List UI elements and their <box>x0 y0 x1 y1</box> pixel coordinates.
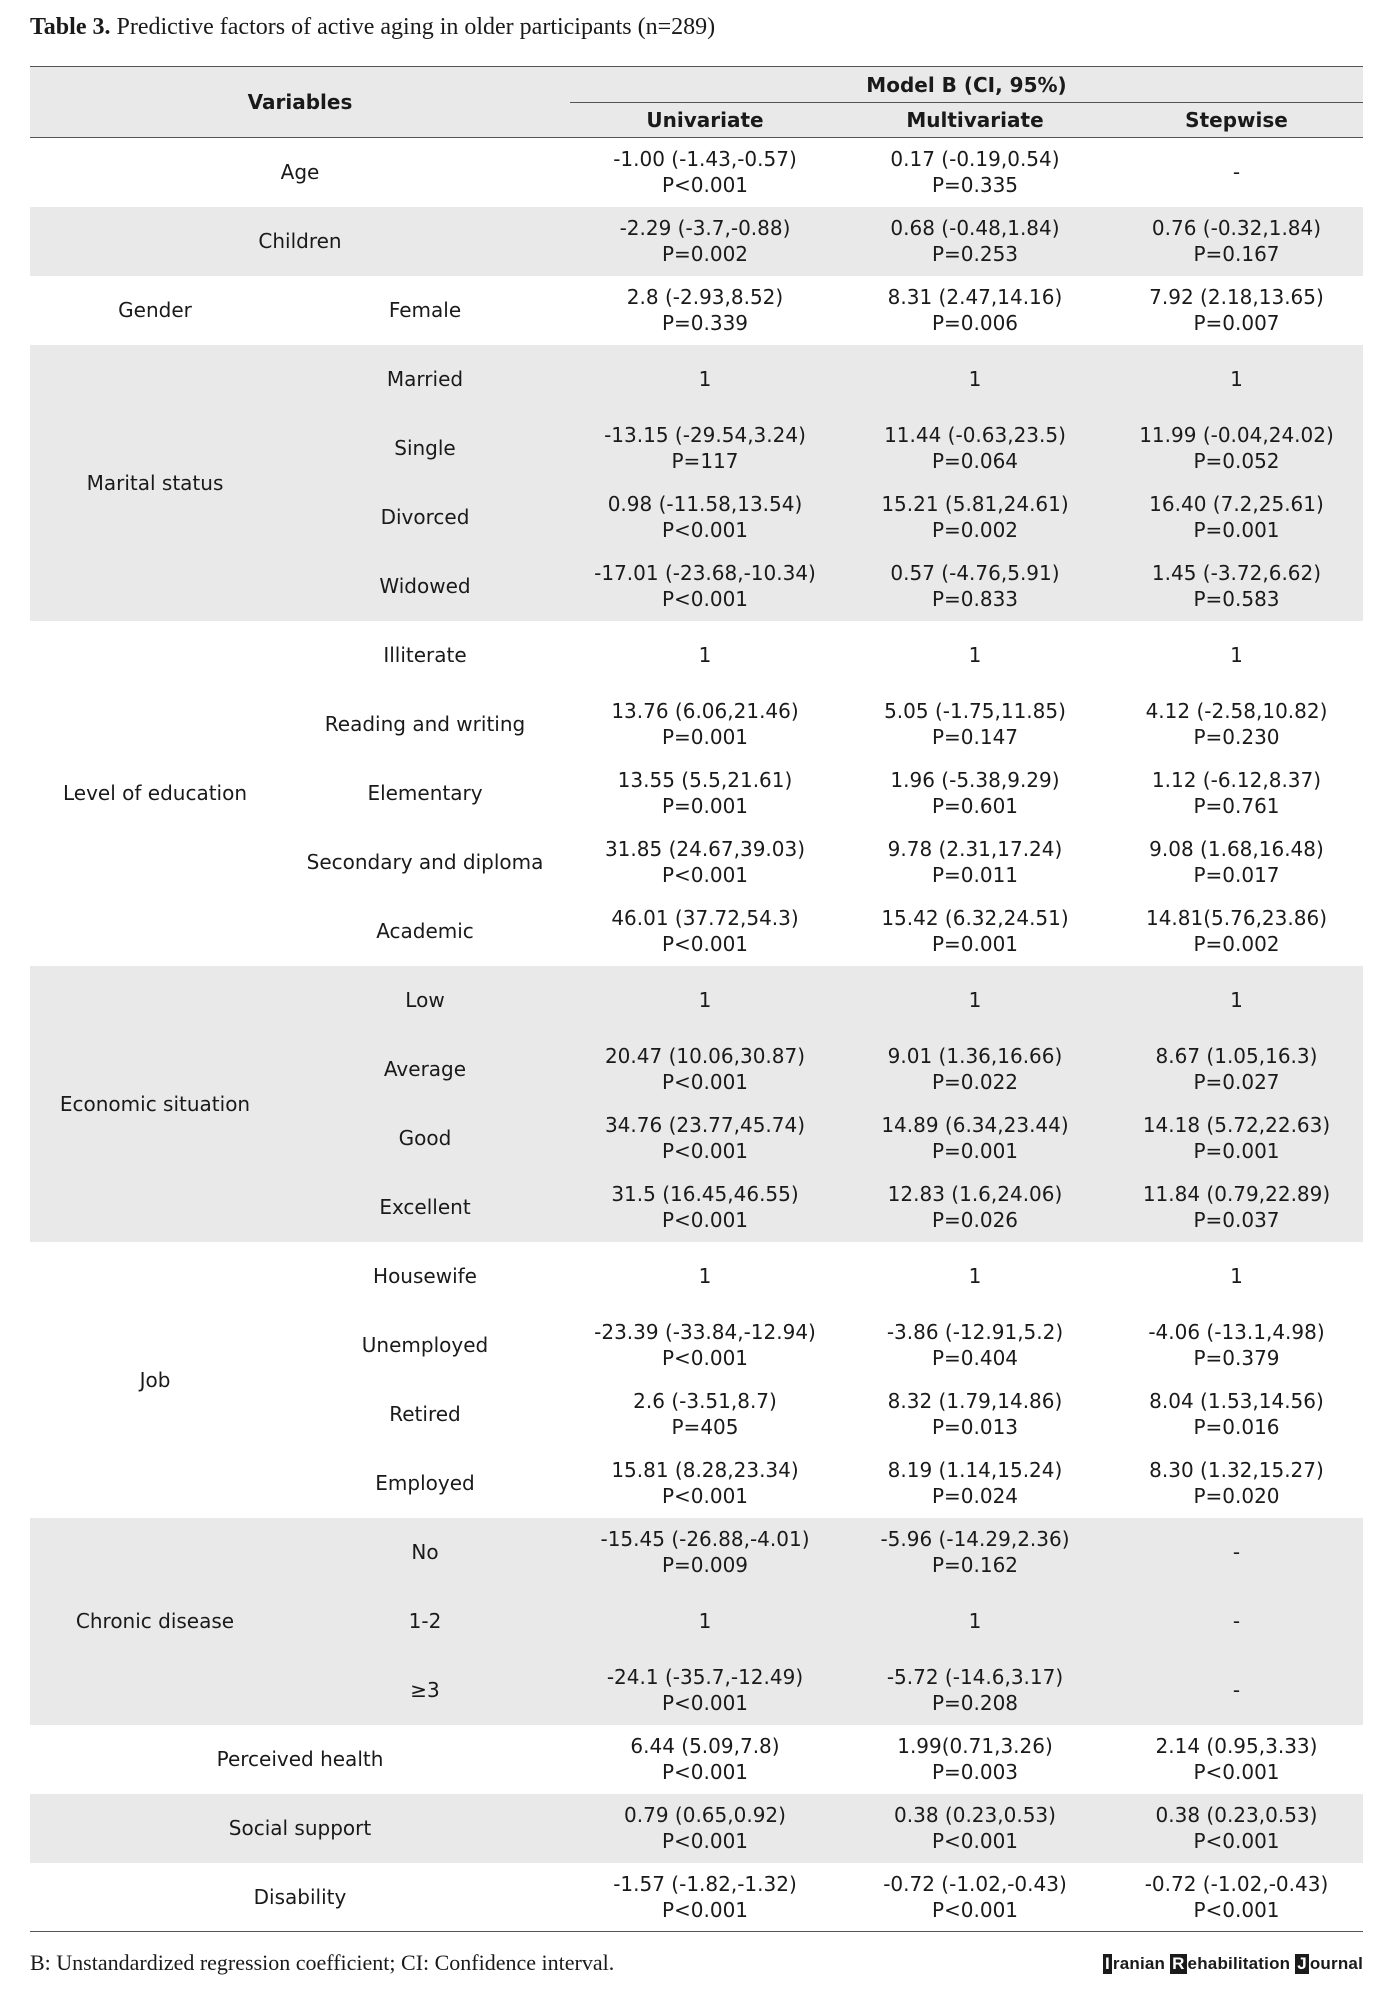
journal-cap-j: J <box>1297 1954 1307 1973</box>
multivariate-cell-value: 0.57 (-4.76,5.91) <box>890 561 1060 585</box>
variable-category: Secondary and diploma <box>306 850 544 874</box>
multivariate-cell-p-value: P=0.013 <box>931 1415 1019 1439</box>
stepwise-cell <box>1110 207 1363 276</box>
stepwise-cell-value: -4.06 (-13.1,4.98) <box>1148 1320 1325 1344</box>
univariate-cell-value: -1.00 (-1.43,-0.57) <box>613 147 797 172</box>
stepwise-cell-p-value: P=0.583 <box>1193 587 1280 611</box>
stepwise-cell-p-value: P=0.001 <box>1193 1139 1280 1163</box>
multivariate-cell <box>840 1863 1110 1932</box>
univariate-cell-value: 0.79 (0.65,0.92) <box>624 1803 786 1827</box>
stepwise-cell <box>1110 1587 1363 1656</box>
univariate-cell-value: -24.1 (-35.7,-12.49) <box>606 1665 804 1689</box>
multivariate-cell <box>840 828 1110 897</box>
univariate-cell <box>570 1518 840 1587</box>
stepwise-cell-p-value: P=0.002 <box>1193 932 1280 956</box>
multivariate-cell-p-value: P=0.006 <box>931 311 1019 335</box>
multivariate-cell <box>840 1311 1110 1380</box>
variable-name: Job <box>139 1367 171 1392</box>
multivariate-cell <box>840 1035 1110 1104</box>
univariate-cell <box>570 897 840 966</box>
stepwise-cell-value: 1 <box>1230 643 1243 667</box>
stepwise-cell-value: 11.99 (-0.04,24.02) <box>1139 423 1334 447</box>
multivariate-cell-p-value: P=0.002 <box>931 518 1019 542</box>
variable-category: Female <box>388 298 462 322</box>
stepwise-cell-value: - <box>1232 1678 1241 1702</box>
stepwise-cell-p-value: P=0.379 <box>1193 1346 1280 1370</box>
stepwise-cell-value: - <box>1232 1540 1241 1564</box>
multivariate-cell <box>840 1656 1110 1725</box>
variable-name: Level of education <box>62 781 248 805</box>
stepwise-cell-value: 1.12 (-6.12,8.37) <box>1151 768 1322 792</box>
univariate-cell <box>570 1380 840 1449</box>
multivariate-cell-value: -5.96 (-14.29,2.36) <box>880 1527 1070 1551</box>
univariate-cell <box>570 828 840 897</box>
stepwise-cell-value: 1 <box>1230 367 1243 391</box>
multivariate-cell-value: 12.83 (1.6,24.06) <box>887 1182 1063 1206</box>
stepwise-cell-value: - <box>1232 160 1241 185</box>
multivariate-cell-p-value: P=0.001 <box>931 1139 1019 1163</box>
multivariate-cell <box>840 1725 1110 1794</box>
stepwise-cell-value: 9.08 (1.68,16.48) <box>1149 837 1324 861</box>
univariate-cell-value: 31.5 (16.45,46.55) <box>611 1182 799 1206</box>
variable-category: Retired <box>389 1402 461 1426</box>
stepwise-cell <box>1110 1449 1363 1518</box>
univariate-cell <box>570 1173 840 1242</box>
univariate-cell-p-value: P<0.001 <box>661 863 749 887</box>
stepwise-cell-p-value: P=0.016 <box>1193 1415 1280 1439</box>
multivariate-cell <box>840 1587 1110 1656</box>
variable-name: Chronic disease <box>30 1518 280 1725</box>
results-table <box>30 66 1363 1932</box>
univariate-cell <box>570 138 840 207</box>
stepwise-cell <box>1110 1242 1363 1311</box>
variable-category: No <box>280 1518 570 1587</box>
multivariate-cell-p-value: P=0.024 <box>931 1484 1019 1508</box>
multivariate-cell-p-value: P=0.833 <box>931 587 1019 611</box>
multivariate-cell-p-value: P<0.001 <box>931 1897 1019 1922</box>
variable-name: Perceived health <box>216 1747 384 1771</box>
univariate-cell-p-value: P<0.001 <box>661 587 749 611</box>
multivariate-cell-value: 1.99(0.71,3.26) <box>897 1734 1053 1758</box>
stepwise-cell-value: 8.67 (1.05,16.3) <box>1155 1044 1318 1068</box>
univariate-cell <box>570 1035 840 1104</box>
stepwise-cell-p-value: P=0.007 <box>1193 311 1280 335</box>
multivariate-cell-value: 1 <box>968 367 982 391</box>
journal-word-1: ranian <box>1112 1954 1171 1973</box>
stepwise-cell <box>1110 414 1363 483</box>
journal-cap-i: I <box>1104 1954 1110 1973</box>
variable-name: Marital status <box>30 345 280 621</box>
univariate-cell-p-value: P=0.009 <box>661 1553 749 1577</box>
multivariate-cell-p-value: P=0.003 <box>931 1760 1019 1784</box>
stepwise-cell-value: 8.04 (1.53,14.56) <box>1149 1389 1324 1413</box>
stepwise-cell <box>1110 1863 1363 1932</box>
table-row <box>30 621 1363 690</box>
multivariate-cell-value: 15.21 (5.81,24.61) <box>881 492 1069 516</box>
table-row <box>30 138 1363 207</box>
table-row <box>30 276 1363 345</box>
multivariate-cell-value: 8.32 (1.79,14.86) <box>887 1389 1063 1413</box>
multivariate-cell <box>840 1173 1110 1242</box>
stepwise-cell-p-value: P=0.761 <box>1193 794 1280 818</box>
univariate-cell-value: 1 <box>698 1264 712 1288</box>
stepwise-cell-value: 1 <box>1230 1264 1243 1288</box>
multivariate-cell-p-value: P<0.001 <box>931 1829 1019 1853</box>
univariate-cell-p-value: P<0.001 <box>661 932 749 956</box>
variable-category: Reading and writing <box>324 712 526 736</box>
multivariate-cell-p-value: P=0.162 <box>931 1553 1019 1577</box>
univariate-cell-p-value: P=0.001 <box>661 725 749 749</box>
multivariate-cell <box>840 552 1110 621</box>
header-stepwise: Stepwise <box>1110 103 1363 138</box>
univariate-cell-p-value: P=0.001 <box>661 794 749 818</box>
univariate-cell-p-value: P<0.001 <box>661 1070 749 1094</box>
stepwise-cell <box>1110 690 1363 759</box>
stepwise-cell <box>1110 1035 1363 1104</box>
variable-category: Widowed <box>280 552 570 621</box>
multivariate-cell <box>840 690 1110 759</box>
univariate-cell <box>570 1311 840 1380</box>
stepwise-cell <box>1110 1725 1363 1794</box>
stepwise-cell <box>1110 138 1363 207</box>
univariate-cell-p-value: P<0.001 <box>661 1139 749 1163</box>
multivariate-cell-p-value: P=0.064 <box>931 449 1019 473</box>
multivariate-cell <box>840 1794 1110 1863</box>
univariate-cell <box>570 552 840 621</box>
stepwise-cell-p-value: P<0.001 <box>1193 1897 1280 1922</box>
stepwise-cell-value: -0.72 (-1.02,-0.43) <box>1144 1871 1329 1896</box>
stepwise-cell-p-value: P=0.020 <box>1193 1484 1280 1508</box>
univariate-cell-p-value: P<0.001 <box>661 1829 749 1853</box>
multivariate-cell <box>840 1104 1110 1173</box>
header-multivariate: Multivariate <box>840 103 1110 138</box>
stepwise-cell-value: 4.12 (-2.58,10.82) <box>1145 699 1328 723</box>
multivariate-cell-value: 9.01 (1.36,16.66) <box>887 1044 1063 1068</box>
journal-word-3: ournal <box>1309 1954 1363 1973</box>
univariate-cell-value: -2.29 (-3.7,-0.88) <box>619 216 791 240</box>
multivariate-cell-value: 8.19 (1.14,15.24) <box>887 1458 1063 1482</box>
univariate-cell-value: 13.76 (6.06,21.46) <box>611 699 799 723</box>
multivariate-cell <box>840 621 1110 690</box>
univariate-cell <box>570 207 840 276</box>
table-row <box>30 1242 1363 1311</box>
multivariate-cell-value: 0.17 (-0.19,0.54) <box>890 147 1060 172</box>
stepwise-cell-value: 11.84 (0.79,22.89) <box>1142 1182 1331 1206</box>
stepwise-cell-p-value: P=0.017 <box>1193 863 1280 887</box>
stepwise-cell-p-value: P<0.001 <box>1193 1760 1280 1784</box>
multivariate-cell-p-value: P=0.404 <box>931 1346 1019 1370</box>
stepwise-cell <box>1110 897 1363 966</box>
univariate-cell-p-value: P=0.339 <box>661 311 749 335</box>
journal-cap-r: R <box>1172 1954 1185 1973</box>
univariate-cell-value: 0.98 (-11.58,13.54) <box>607 492 803 516</box>
stepwise-cell-p-value: P=0.230 <box>1193 725 1280 749</box>
caption-label: Table 3. <box>30 14 111 40</box>
multivariate-cell <box>840 1449 1110 1518</box>
univariate-cell-p-value: P=405 <box>671 1415 739 1439</box>
multivariate-cell-value: -3.86 (-12.91,5.2) <box>886 1320 1064 1344</box>
multivariate-cell-p-value: P=0.253 <box>931 242 1019 266</box>
stepwise-cell-value: 16.40 (7.2,25.61) <box>1149 492 1324 516</box>
variable-name: Age <box>280 160 320 185</box>
stepwise-cell-value: 14.81(5.76,23.86) <box>1145 906 1327 930</box>
multivariate-cell-value: -5.72 (-14.6,3.17) <box>886 1665 1064 1689</box>
multivariate-cell <box>840 207 1110 276</box>
stepwise-cell-value: 1.45 (-3.72,6.62) <box>1151 561 1322 585</box>
stepwise-cell-value: 0.38 (0.23,0.53) <box>1155 1803 1318 1827</box>
stepwise-cell <box>1110 1794 1363 1863</box>
multivariate-cell-p-value: P=0.022 <box>931 1070 1019 1094</box>
stepwise-cell <box>1110 1311 1363 1380</box>
variable-category: Single <box>280 414 570 483</box>
univariate-cell <box>570 414 840 483</box>
multivariate-cell-p-value: P=0.147 <box>931 725 1019 749</box>
univariate-cell-value: -15.45 (-26.88,-4.01) <box>600 1527 810 1551</box>
stepwise-cell <box>1110 276 1363 345</box>
univariate-cell-value: 20.47 (10.06,30.87) <box>604 1044 806 1068</box>
univariate-cell-value: 31.85 (24.67,39.03) <box>604 837 806 861</box>
multivariate-cell-value: 1.96 (-5.38,9.29) <box>890 768 1060 792</box>
variable-category: 1-2 <box>280 1587 570 1656</box>
variable-category: Illiterate <box>383 643 467 667</box>
table-row <box>30 1863 1363 1932</box>
stepwise-cell-value: 7.92 (2.18,13.65) <box>1149 285 1324 309</box>
table-row <box>30 1518 1363 1587</box>
variable-name: Social support <box>30 1794 570 1863</box>
stepwise-cell-p-value: P=0.037 <box>1193 1208 1280 1232</box>
journal-word-2: ehabilitation <box>1187 1954 1296 1973</box>
univariate-cell-p-value: P<0.001 <box>661 1346 749 1370</box>
stepwise-cell-p-value: P=0.052 <box>1193 449 1280 473</box>
univariate-cell-value: 46.01 (37.72,54.3) <box>611 906 799 930</box>
variable-name: Children <box>30 207 570 276</box>
multivariate-cell <box>840 1380 1110 1449</box>
variable-category: ≥3 <box>280 1656 570 1725</box>
header-variables: Variables <box>30 67 570 138</box>
table-body <box>30 138 1363 1932</box>
univariate-cell-value: 1 <box>698 988 712 1012</box>
stepwise-cell <box>1110 552 1363 621</box>
univariate-cell-p-value: P<0.001 <box>661 1484 749 1508</box>
stepwise-cell <box>1110 345 1363 414</box>
multivariate-cell <box>840 897 1110 966</box>
table-footnote: B: Unstandardized regression coefficient; CI: Confidence interval. <box>30 1950 615 1975</box>
multivariate-cell-value: 0.38 (0.23,0.53) <box>894 1803 1056 1827</box>
multivariate-cell <box>840 1518 1110 1587</box>
univariate-cell-p-value: P=0.002 <box>661 242 749 266</box>
univariate-cell-value: 2.8 (-2.93,8.52) <box>626 285 784 309</box>
univariate-cell-value: 6.44 (5.09,7.8) <box>630 1734 780 1758</box>
multivariate-cell-p-value: P=0.011 <box>931 863 1019 887</box>
univariate-cell-value: 1 <box>698 643 712 667</box>
univariate-cell <box>570 621 840 690</box>
univariate-cell-p-value: P<0.001 <box>661 1760 749 1784</box>
univariate-cell-value: 1 <box>698 367 712 391</box>
univariate-cell <box>570 1656 840 1725</box>
table-header <box>30 67 1363 138</box>
variable-category: Employed <box>375 1471 475 1495</box>
stepwise-cell <box>1110 759 1363 828</box>
univariate-cell <box>570 483 840 552</box>
univariate-cell-value: 13.55 (5.5,21.61) <box>617 768 793 792</box>
variable-category: Divorced <box>280 483 570 552</box>
multivariate-cell <box>840 483 1110 552</box>
variable-category: Academic <box>376 919 474 943</box>
table-row <box>30 207 1363 276</box>
variable-category: Excellent <box>280 1173 570 1242</box>
univariate-cell-p-value: P<0.001 <box>661 518 749 542</box>
stepwise-cell-value: 1 <box>1230 988 1243 1012</box>
variable-name: Economic situation <box>30 966 280 1242</box>
multivariate-cell <box>840 345 1110 414</box>
multivariate-cell-value: 9.78 (2.31,17.24) <box>887 837 1063 861</box>
header-univariate: Univariate <box>570 103 840 138</box>
variable-category: Average <box>280 1035 570 1104</box>
table-row <box>30 1794 1363 1863</box>
stepwise-cell <box>1110 1173 1363 1242</box>
stepwise-cell-p-value: P=0.167 <box>1193 242 1280 266</box>
variable-category: Elementary <box>367 781 483 805</box>
variable-category: Married <box>280 345 570 414</box>
multivariate-cell-p-value: P=0.208 <box>931 1691 1019 1715</box>
univariate-cell <box>570 1863 840 1932</box>
stepwise-cell-p-value: P=0.027 <box>1193 1070 1280 1094</box>
stepwise-cell <box>1110 1104 1363 1173</box>
stepwise-cell-value: 8.30 (1.32,15.27) <box>1149 1458 1324 1482</box>
univariate-cell-p-value: P<0.001 <box>661 173 749 198</box>
univariate-cell <box>570 276 840 345</box>
stepwise-cell <box>1110 828 1363 897</box>
univariate-cell <box>570 1725 840 1794</box>
multivariate-cell-p-value: P=0.601 <box>931 794 1019 818</box>
multivariate-cell-p-value: P=0.026 <box>931 1208 1019 1232</box>
stepwise-cell <box>1110 966 1363 1035</box>
caption-text: Predictive factors of active aging in older participants (n=289) <box>116 14 716 40</box>
stepwise-cell-value: 2.14 (0.95,3.33) <box>1155 1734 1318 1758</box>
stepwise-cell <box>1110 1380 1363 1449</box>
variable-name: Gender <box>118 298 192 322</box>
table-caption <box>30 10 1360 44</box>
stepwise-cell <box>1110 621 1363 690</box>
table-row <box>30 966 1363 1035</box>
stepwise-cell-p-value: P<0.001 <box>1193 1829 1280 1853</box>
stepwise-cell <box>1110 1518 1363 1587</box>
multivariate-cell-value: 14.89 (6.34,23.44) <box>881 1113 1069 1137</box>
univariate-cell-value: -1.57 (-1.82,-1.32) <box>613 1871 797 1896</box>
univariate-cell-p-value: P=117 <box>671 449 739 473</box>
univariate-cell-p-value: P<0.001 <box>661 1208 749 1232</box>
variable-category: Unemployed <box>361 1333 489 1357</box>
univariate-cell <box>570 1104 840 1173</box>
header-model: Model B (CI, 95%) <box>570 67 1363 103</box>
stepwise-cell-p-value: P=0.001 <box>1193 518 1280 542</box>
univariate-cell <box>570 1587 840 1656</box>
stepwise-cell <box>1110 483 1363 552</box>
multivariate-cell-value: 1 <box>968 643 982 667</box>
multivariate-cell <box>840 966 1110 1035</box>
multivariate-cell-value: 11.44 (-0.63,23.5) <box>884 423 1066 447</box>
univariate-cell-value: 15.81 (8.28,23.34) <box>611 1458 799 1482</box>
multivariate-cell-value: 5.05 (-1.75,11.85) <box>884 699 1066 723</box>
univariate-cell <box>570 1449 840 1518</box>
table-row <box>30 345 1363 414</box>
multivariate-cell-value: 1 <box>968 1609 982 1633</box>
multivariate-cell <box>840 138 1110 207</box>
table-row <box>30 1725 1363 1794</box>
multivariate-cell <box>840 1242 1110 1311</box>
stepwise-cell-value: - <box>1232 1609 1241 1633</box>
univariate-cell-value: 34.76 (23.77,45.74) <box>604 1113 806 1137</box>
variable-category: Low <box>280 966 570 1035</box>
multivariate-cell <box>840 276 1110 345</box>
journal-logo <box>1103 1954 1363 1974</box>
univariate-cell-p-value: P<0.001 <box>661 1897 749 1922</box>
univariate-cell <box>570 345 840 414</box>
univariate-cell-value: 1 <box>698 1609 712 1633</box>
multivariate-cell-p-value: P=0.001 <box>931 932 1019 956</box>
multivariate-cell-value: 15.42 (6.32,24.51) <box>881 906 1069 930</box>
variable-category: Good <box>280 1104 570 1173</box>
univariate-cell <box>570 966 840 1035</box>
univariate-cell <box>570 1242 840 1311</box>
stepwise-cell <box>1110 1656 1363 1725</box>
multivariate-cell <box>840 414 1110 483</box>
multivariate-cell-p-value: P=0.335 <box>931 173 1019 198</box>
variable-name: Disability <box>30 1863 570 1932</box>
multivariate-cell <box>840 759 1110 828</box>
multivariate-cell-value: 1 <box>968 1264 982 1288</box>
multivariate-cell-value: 0.68 (-0.48,1.84) <box>890 216 1060 240</box>
univariate-cell-value: -17.01 (-23.68,-10.34) <box>594 561 816 585</box>
univariate-cell <box>570 690 840 759</box>
univariate-cell-value: -13.15 (-29.54,3.24) <box>604 423 806 447</box>
univariate-cell <box>570 759 840 828</box>
univariate-cell-value: -23.39 (-33.84,-12.94) <box>594 1320 816 1344</box>
variable-category: Housewife <box>373 1264 477 1288</box>
multivariate-cell-value: -0.72 (-1.02,-0.43) <box>883 1871 1067 1896</box>
univariate-cell <box>570 1794 840 1863</box>
multivariate-cell-value: 1 <box>968 988 982 1012</box>
multivariate-cell-value: 8.31 (2.47,14.16) <box>887 285 1063 309</box>
univariate-cell-value: 2.6 (-3.51,8.7) <box>633 1389 777 1413</box>
univariate-cell-p-value: P<0.001 <box>661 1691 749 1715</box>
stepwise-cell-value: 0.76 (-0.32,1.84) <box>1151 216 1322 240</box>
stepwise-cell-value: 14.18 (5.72,22.63) <box>1142 1113 1331 1137</box>
